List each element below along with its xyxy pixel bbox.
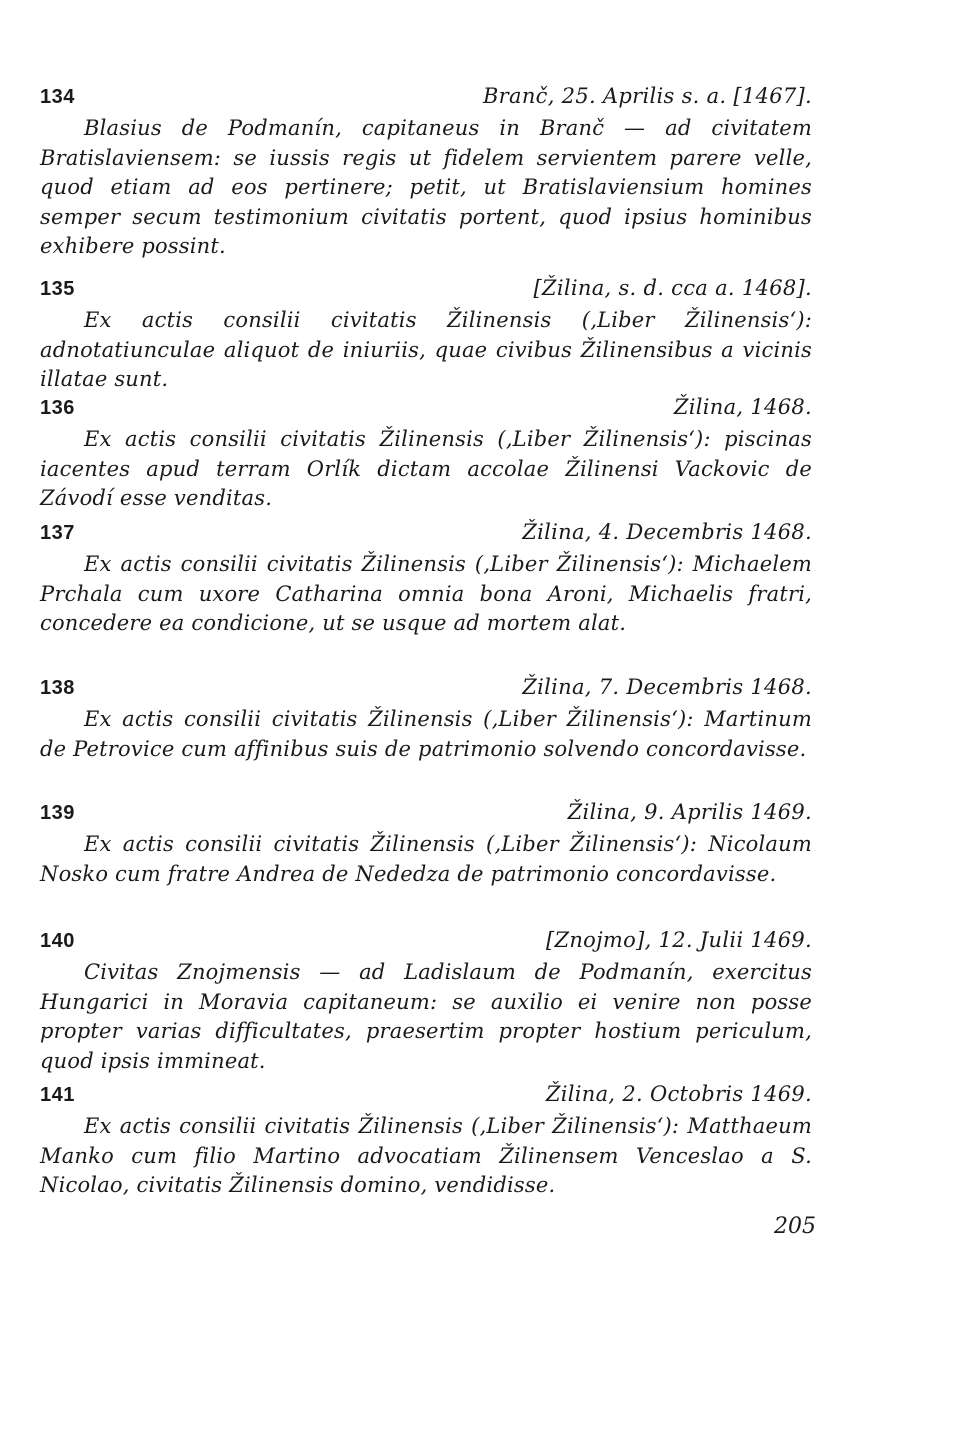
entry-dateline: Žilina, 4. Decembris 1468. bbox=[522, 520, 812, 544]
entry-dateline: Žilina, 7. Decembris 1468. bbox=[522, 675, 812, 699]
entry-text: Blasius de Podmanín, capitaneus in Branč — ad civitatem Bratislaviensem: se iussis regis ut fidelem servientem parere velle, quod etiam ad eos pertinere; petit, ut Bratislaviensium homines semper secum testimonium civitatis portent, quod ipsius hominibus exhibere possint. bbox=[40, 116, 812, 258]
entry-header bbox=[40, 520, 812, 550]
entry-140 bbox=[40, 928, 812, 1076]
entry-header bbox=[40, 395, 812, 425]
page-number: 205 bbox=[774, 1214, 816, 1239]
entry-header bbox=[40, 1082, 812, 1112]
entry-dateline: [Žilina, s. d. cca a. 1468]. bbox=[533, 276, 812, 300]
entry-dateline: Branč, 25. Aprilis s. a. [1467]. bbox=[482, 84, 812, 108]
entry-139 bbox=[40, 800, 812, 889]
entry-header bbox=[40, 675, 812, 705]
entry-number: 139 bbox=[40, 802, 75, 824]
entry-number: 135 bbox=[40, 278, 75, 300]
entry-number: 140 bbox=[40, 930, 75, 952]
entry-number: 141 bbox=[40, 1084, 75, 1106]
entry-number: 136 bbox=[40, 397, 75, 419]
entry-text: Ex actis consilii civitatis Žilinensis (‚Liber Žilinensis‘): Nicolaum Nosko cum fratre Andrea de Nededza de patrimonio concordavisse. bbox=[40, 832, 812, 886]
entry-136 bbox=[40, 395, 812, 514]
entry-number: 134 bbox=[40, 86, 75, 108]
entry-text: Civitas Znojmensis — ad Ladislaum de Podmanín, exercitus Hungarici in Moravia capitaneum: se auxilio ei venire non posse propter varias difficultates, praesertim propter hostium periculum, quod ipsis immineat. bbox=[40, 960, 812, 1073]
entry-dateline: Žilina, 9. Aprilis 1469. bbox=[567, 800, 812, 824]
entry-header bbox=[40, 84, 812, 114]
entry-dateline: Žilina, 2. Octobris 1469. bbox=[545, 1082, 812, 1106]
entry-134 bbox=[40, 84, 812, 262]
entry-header bbox=[40, 800, 812, 830]
entry-number: 137 bbox=[40, 522, 75, 544]
entry-text: Ex actis consilii civitatis Žilinensis (‚Liber Žilinensis‘): piscinas iacentes apud terram Orlík dictam accolae Žilinensi Vackovic de Závodí esse venditas. bbox=[40, 427, 812, 510]
entry-135 bbox=[40, 276, 812, 395]
entry-138 bbox=[40, 675, 812, 764]
entry-text: Ex actis consilii civitatis Žilinensis (‚Liber Žilinensis‘): Michaelem Prchala cum uxore Catharina omnia bona Aroni, Michaelis fratri, concedere ea condicione, ut se usque ad mortem alat. bbox=[40, 552, 812, 635]
entry-141 bbox=[40, 1082, 812, 1201]
entry-header bbox=[40, 928, 812, 958]
entry-text: Ex actis consilii civitatis Žilinensis (‚Liber Žilinensis‘): Martinum de Petrovice cum affinibus suis de patrimonio solvendo concordavisse. bbox=[40, 707, 812, 761]
entry-header bbox=[40, 276, 812, 306]
entry-text: Ex actis consilii civitatis Žilinensis (‚Liber Žilinensis‘): Matthaeum Manko cum filio Martino advocatiam Žilinensem Venceslao a S. Nicolao, civitatis Žilinensis domino, vendidisse. bbox=[40, 1114, 812, 1197]
entry-text: Ex actis consilii civitatis Žilinensis (‚Liber Žilinensis‘): adnotatiunculae aliquot de iniuriis, quae civibus Žilinensibus a vicinis illatae sunt. bbox=[40, 308, 812, 391]
entry-number: 138 bbox=[40, 677, 75, 699]
entry-dateline: [Znojmo], 12. Julii 1469. bbox=[545, 928, 812, 952]
entry-137 bbox=[40, 520, 812, 639]
entry-dateline: Žilina, 1468. bbox=[673, 395, 812, 419]
